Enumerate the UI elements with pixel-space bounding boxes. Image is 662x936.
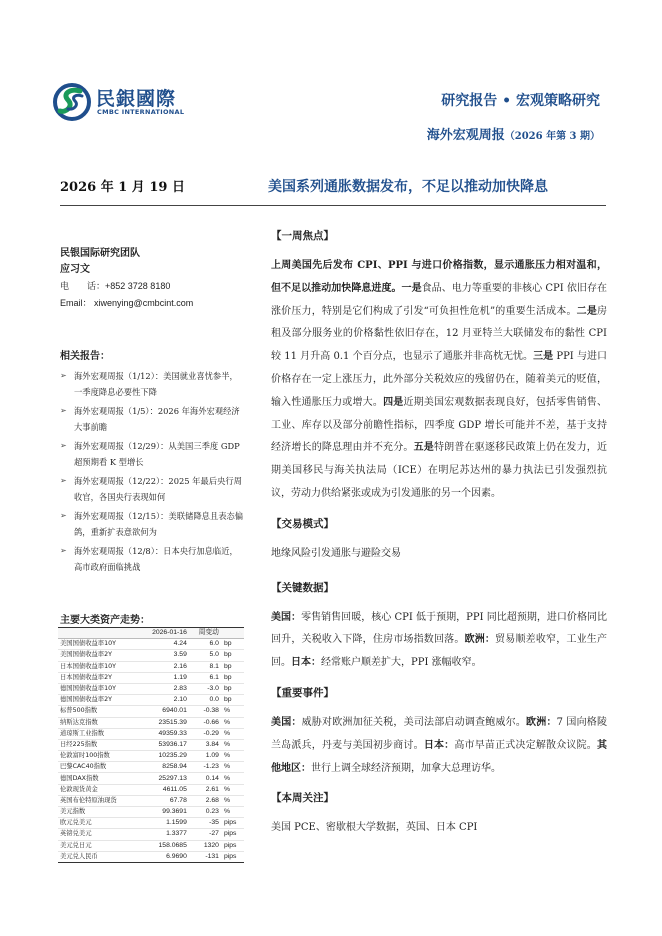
point-4-text: 近期美国宏观数据表现良好，包括零售销售、工业、库存以及部分前瞻性指标，四季度 GDP 增长可能并不差，基于支持经济增长的降息理由并不充分。: [271, 396, 607, 454]
assets-header-chg: 周变动: [189, 628, 221, 639]
related-report-text: 海外宏观周报（12/15）：美联储降息且表态偏鸽，重新扩表意欲何为: [74, 511, 244, 537]
asset-unit: %: [221, 762, 244, 773]
section-title-data: 【关键数据】: [271, 581, 334, 594]
arrow-bullet-icon: ➢: [60, 371, 67, 380]
assets-table-body: [58, 639, 244, 863]
table-row: [58, 728, 244, 739]
table-row: [58, 695, 244, 706]
table-row: [58, 751, 244, 762]
asset-value: 8258.94: [138, 762, 189, 773]
events-eu-key: 欧洲：: [526, 716, 557, 728]
table-row: [58, 650, 244, 661]
related-report-item[interactable]: [60, 403, 246, 435]
asset-unit: %: [221, 784, 244, 795]
asset-value: 10235.29: [138, 751, 189, 762]
assets-header-row: [58, 628, 244, 639]
asset-value: 53936.17: [138, 739, 189, 750]
asset-change: -0.38: [189, 706, 221, 717]
asset-unit: %: [221, 728, 244, 739]
asset-name: 德国DAX指数: [58, 773, 138, 784]
asset-unit: %: [221, 739, 244, 750]
page-title: 美国系列通胀数据发布，不足以推动加快降息: [268, 179, 548, 195]
asset-change: -0.66: [189, 717, 221, 728]
asset-unit: bp: [221, 695, 244, 706]
related-report-text: 海外宏观周报（12/29）：从美国三季度 GDP 超预期看 K 型增长: [74, 441, 240, 467]
events-paragraph: [271, 712, 607, 780]
report-category: 研究报告 • 宏观策略研究: [441, 93, 600, 109]
asset-unit: bp: [221, 683, 244, 694]
trade-paragraph: 地缘风险引发通胀与避险交易: [271, 547, 401, 559]
related-reports-list: [60, 368, 246, 575]
table-row: [58, 717, 244, 728]
asset-change: 1.09: [189, 751, 221, 762]
logo-text-cn: 民銀國際: [96, 88, 177, 110]
company-logo: [52, 82, 198, 122]
asset-name: 日本国债收益率2Y: [58, 672, 138, 683]
asset-name: 英国布伦特原油现货: [58, 795, 138, 806]
related-report-item[interactable]: [60, 508, 246, 540]
asset-change: -1.23: [189, 762, 221, 773]
asset-unit: bp: [221, 672, 244, 683]
table-row: [58, 851, 244, 862]
asset-unit: %: [221, 706, 244, 717]
asset-value: 99.3691: [138, 807, 189, 818]
phone-label: 电 话：: [60, 282, 106, 292]
asset-unit: pips: [221, 818, 244, 829]
phone-value: +852 3728 8180: [105, 281, 171, 291]
asset-change: 2.68: [189, 795, 221, 806]
cmbc-logo-icon: [52, 82, 92, 122]
asset-unit: pips: [221, 840, 244, 851]
asset-change: 0.0: [189, 695, 221, 706]
asset-name: 德国国债收益率10Y: [58, 683, 138, 694]
asset-name: 巴黎CAC40指数: [58, 762, 138, 773]
asset-value: 1.1599: [138, 818, 189, 829]
assets-title: 主要大类资产走势：: [60, 615, 150, 626]
data-eu-text: 贸易顺差收窄，工业生产回。: [271, 634, 607, 669]
issue-number: （2026 年第 3 期）: [504, 131, 600, 142]
asset-unit: %: [221, 807, 244, 818]
data-us-key: 美国：: [271, 611, 302, 623]
research-team: 民银国际研究团队: [60, 248, 140, 259]
table-row: [58, 661, 244, 672]
table-row: [58, 784, 244, 795]
related-report-item[interactable]: [60, 438, 246, 470]
asset-value: 1.19: [138, 672, 189, 683]
data-us-text: 零售销售回暖，核心 CPI 低于预期，PPI 同比超预期，进口价格同比回升，关税收入下降，住房市场指数回落。: [271, 611, 608, 646]
events-jp-key: 日本：: [423, 739, 455, 751]
arrow-bullet-icon: ➢: [60, 441, 67, 450]
series-name: 海外宏观周报: [426, 128, 505, 143]
point-3-key: 三是: [533, 351, 554, 363]
asset-unit: pips: [221, 851, 244, 862]
asset-change: -0.29: [189, 728, 221, 739]
table-row: [58, 773, 244, 784]
header-divider: [60, 205, 606, 206]
asset-name: 英镑兑美元: [58, 829, 138, 840]
related-report-text: 海外宏观周报（12/22）：2025 年最后央行周收官，各国央行表现如何: [74, 476, 242, 502]
point-5-text: 特朗普在驱逐移民政策上仍在发力，近期美国移民与海关执法局（ICE）在明尼苏达州的暴力执法已引发强烈抗议，劳动力供给紧张或成为引发通胀的另一个因素。: [271, 442, 607, 499]
section-title-focus: 【一周焦点】: [271, 230, 334, 242]
table-row: [58, 840, 244, 851]
report-series: [427, 124, 600, 143]
data-paragraph: [271, 607, 607, 675]
asset-change: -27: [189, 829, 221, 840]
report-date: 2026 年 1 月 19 日: [60, 180, 185, 195]
related-report-item[interactable]: [60, 368, 246, 400]
related-report-item[interactable]: [60, 543, 246, 575]
table-row: [58, 672, 244, 683]
asset-value: 1.3377: [138, 829, 189, 840]
email-label: Email：: [60, 298, 92, 308]
point-1-key: 一是: [401, 282, 422, 294]
assets-table: [58, 627, 244, 863]
table-row: [58, 829, 244, 840]
asset-change: 0.23: [189, 807, 221, 818]
asset-name: 日经225指数: [58, 739, 138, 750]
asset-change: 6.0: [189, 639, 221, 650]
events-eu-text: 7 国向格陵兰岛派兵，丹麦与美国初步商讨。: [271, 716, 608, 751]
related-report-item[interactable]: [60, 473, 246, 505]
asset-value: 2.10: [138, 695, 189, 706]
related-report-text: 海外宏观周报（1/5）：2026 年海外宏观经济大事前瞻: [74, 406, 240, 432]
related-report-text: 海外宏观周报（12/8）：日本央行加息临近，高市政府面临挑战: [74, 546, 238, 572]
assets-header-name: [58, 628, 138, 639]
asset-name: 美元兑人民币: [58, 851, 138, 862]
point-2-text: 房租及部分服务业的价格黏性依旧存在，12 月亚特兰大联储发布的黏性 CPI 较 11 月升高 0.1 个百分点，也显示了通胀并非高枕无忧。: [271, 305, 607, 363]
data-eu-key: 欧洲：: [464, 634, 496, 646]
asset-value: 158.0685: [138, 840, 189, 851]
arrow-bullet-icon: ➢: [60, 511, 67, 520]
author-name: 应习文: [60, 264, 90, 275]
asset-name: 美国国债收益率10Y: [58, 639, 138, 650]
asset-unit: pips: [221, 829, 244, 840]
asset-value: 2.16: [138, 661, 189, 672]
asset-name: 美元兑日元: [58, 840, 138, 851]
sidebar: [60, 246, 246, 591]
point-1-text: 食品、电力等重要的非核心 CPI 依旧存在涨价压力，特别是它们构成了引发“可负担性危机”的重要生活成本。: [271, 282, 608, 317]
asset-change: -131: [189, 851, 221, 862]
related-report-text: 海外宏观周报（1/12）：美国就业喜忧参半，一季度降息必要性下降: [74, 371, 238, 397]
email-line: [60, 295, 246, 311]
events-other-text: 世行上调全球经济预期，加拿大总理访华。: [311, 762, 501, 774]
asset-value: 49359.33: [138, 728, 189, 739]
section-title-watch: 【本周关注】: [271, 792, 334, 805]
asset-name: 伦敦富时100指数: [58, 751, 138, 762]
asset-value: 25297.13: [138, 773, 189, 784]
asset-name: 标普500指数: [58, 706, 138, 717]
arrow-bullet-icon: ➢: [60, 546, 67, 555]
asset-value: 6940.01: [138, 706, 189, 717]
table-row: [58, 795, 244, 806]
asset-change: 8.1: [189, 661, 221, 672]
asset-value: 23515.39: [138, 717, 189, 728]
asset-value: 4.24: [138, 639, 189, 650]
asset-unit: bp: [221, 650, 244, 661]
asset-name: 德国国债收益率2Y: [58, 695, 138, 706]
asset-value: 4611.05: [138, 784, 189, 795]
asset-change: 5.0: [189, 650, 221, 661]
focus-lead: 上周美国先后发布 CPI、PPI 与进口价格指数，显示通胀压力相对温和，但不足以推动加快降息进度。: [271, 260, 607, 294]
events-other-key: 其他地区：: [271, 739, 607, 774]
asset-change: 1320: [189, 840, 221, 851]
asset-unit: %: [221, 773, 244, 784]
asset-name: 纳斯达克指数: [58, 717, 138, 728]
asset-name: 道琼斯工业指数: [58, 728, 138, 739]
arrow-bullet-icon: ➢: [60, 476, 67, 485]
table-row: [58, 683, 244, 694]
email-link[interactable]: xiwenying@cmbcint.com: [94, 298, 194, 308]
arrow-bullet-icon: ➢: [60, 406, 67, 415]
asset-unit: %: [221, 717, 244, 728]
asset-name: 美国国债收益率2Y: [58, 650, 138, 661]
asset-name: 日本国债收益率10Y: [58, 661, 138, 672]
asset-change: -3.0: [189, 683, 221, 694]
table-row: [58, 739, 244, 750]
table-row: [58, 818, 244, 829]
point-5-key: 五是: [413, 442, 434, 454]
phone-line: [60, 278, 246, 295]
logo-text-en: CMBC INTERNATIONAL: [97, 108, 185, 116]
asset-unit: bp: [221, 639, 244, 650]
table-row: [58, 639, 244, 650]
assets-header-date: 2026-01-16: [138, 628, 189, 639]
asset-value: 3.59: [138, 650, 189, 661]
asset-change: 6.1: [189, 672, 221, 683]
table-row: [58, 807, 244, 818]
main-content: [271, 228, 607, 854]
asset-unit: %: [221, 751, 244, 762]
asset-unit: bp: [221, 661, 244, 672]
asset-change: 2.61: [189, 784, 221, 795]
events-jp-text: 高市早苗正式决定解散众议院。: [454, 739, 597, 751]
data-jp-key: 日本：: [291, 657, 321, 669]
asset-value: 2.83: [138, 683, 189, 694]
table-row: [58, 762, 244, 773]
asset-change: -35: [189, 818, 221, 829]
events-us-text: 威胁对欧洲加征关税，美司法部启动调查鲍威尔。: [301, 716, 527, 728]
asset-unit: %: [221, 795, 244, 806]
point-3-text: PPI 与进口价格存在一定上涨压力，此外部分关税效应的残留仍在，随着美元的贬值，输入性通胀压力或增大。: [271, 351, 608, 408]
data-jp-text: 经常账户顺差扩大，PPI 涨幅收窄。: [321, 657, 482, 669]
table-row: [58, 706, 244, 717]
point-4-key: 四是: [383, 396, 404, 408]
section-title-trade: 【交易模式】: [271, 517, 334, 530]
asset-change: 3.84: [189, 739, 221, 750]
asset-name: 欧元兑美元: [58, 818, 138, 829]
asset-name: 美元指数: [58, 807, 138, 818]
asset-change: 0.14: [189, 773, 221, 784]
asset-value: 6.9690: [138, 851, 189, 862]
assets-header-unit: [221, 628, 244, 639]
section-title-events: 【重要事件】: [271, 686, 334, 699]
events-us-key: 美国：: [271, 716, 302, 728]
focus-paragraph: [271, 255, 607, 506]
asset-name: 伦敦现货黄金: [58, 784, 138, 795]
related-reports-title: 相关报告：: [60, 351, 110, 362]
watch-paragraph: 美国 PCE、密歇根大学数据，英国、日本 CPI: [271, 822, 478, 834]
point-2-key: 二是: [576, 305, 597, 317]
asset-value: 67.78: [138, 795, 189, 806]
